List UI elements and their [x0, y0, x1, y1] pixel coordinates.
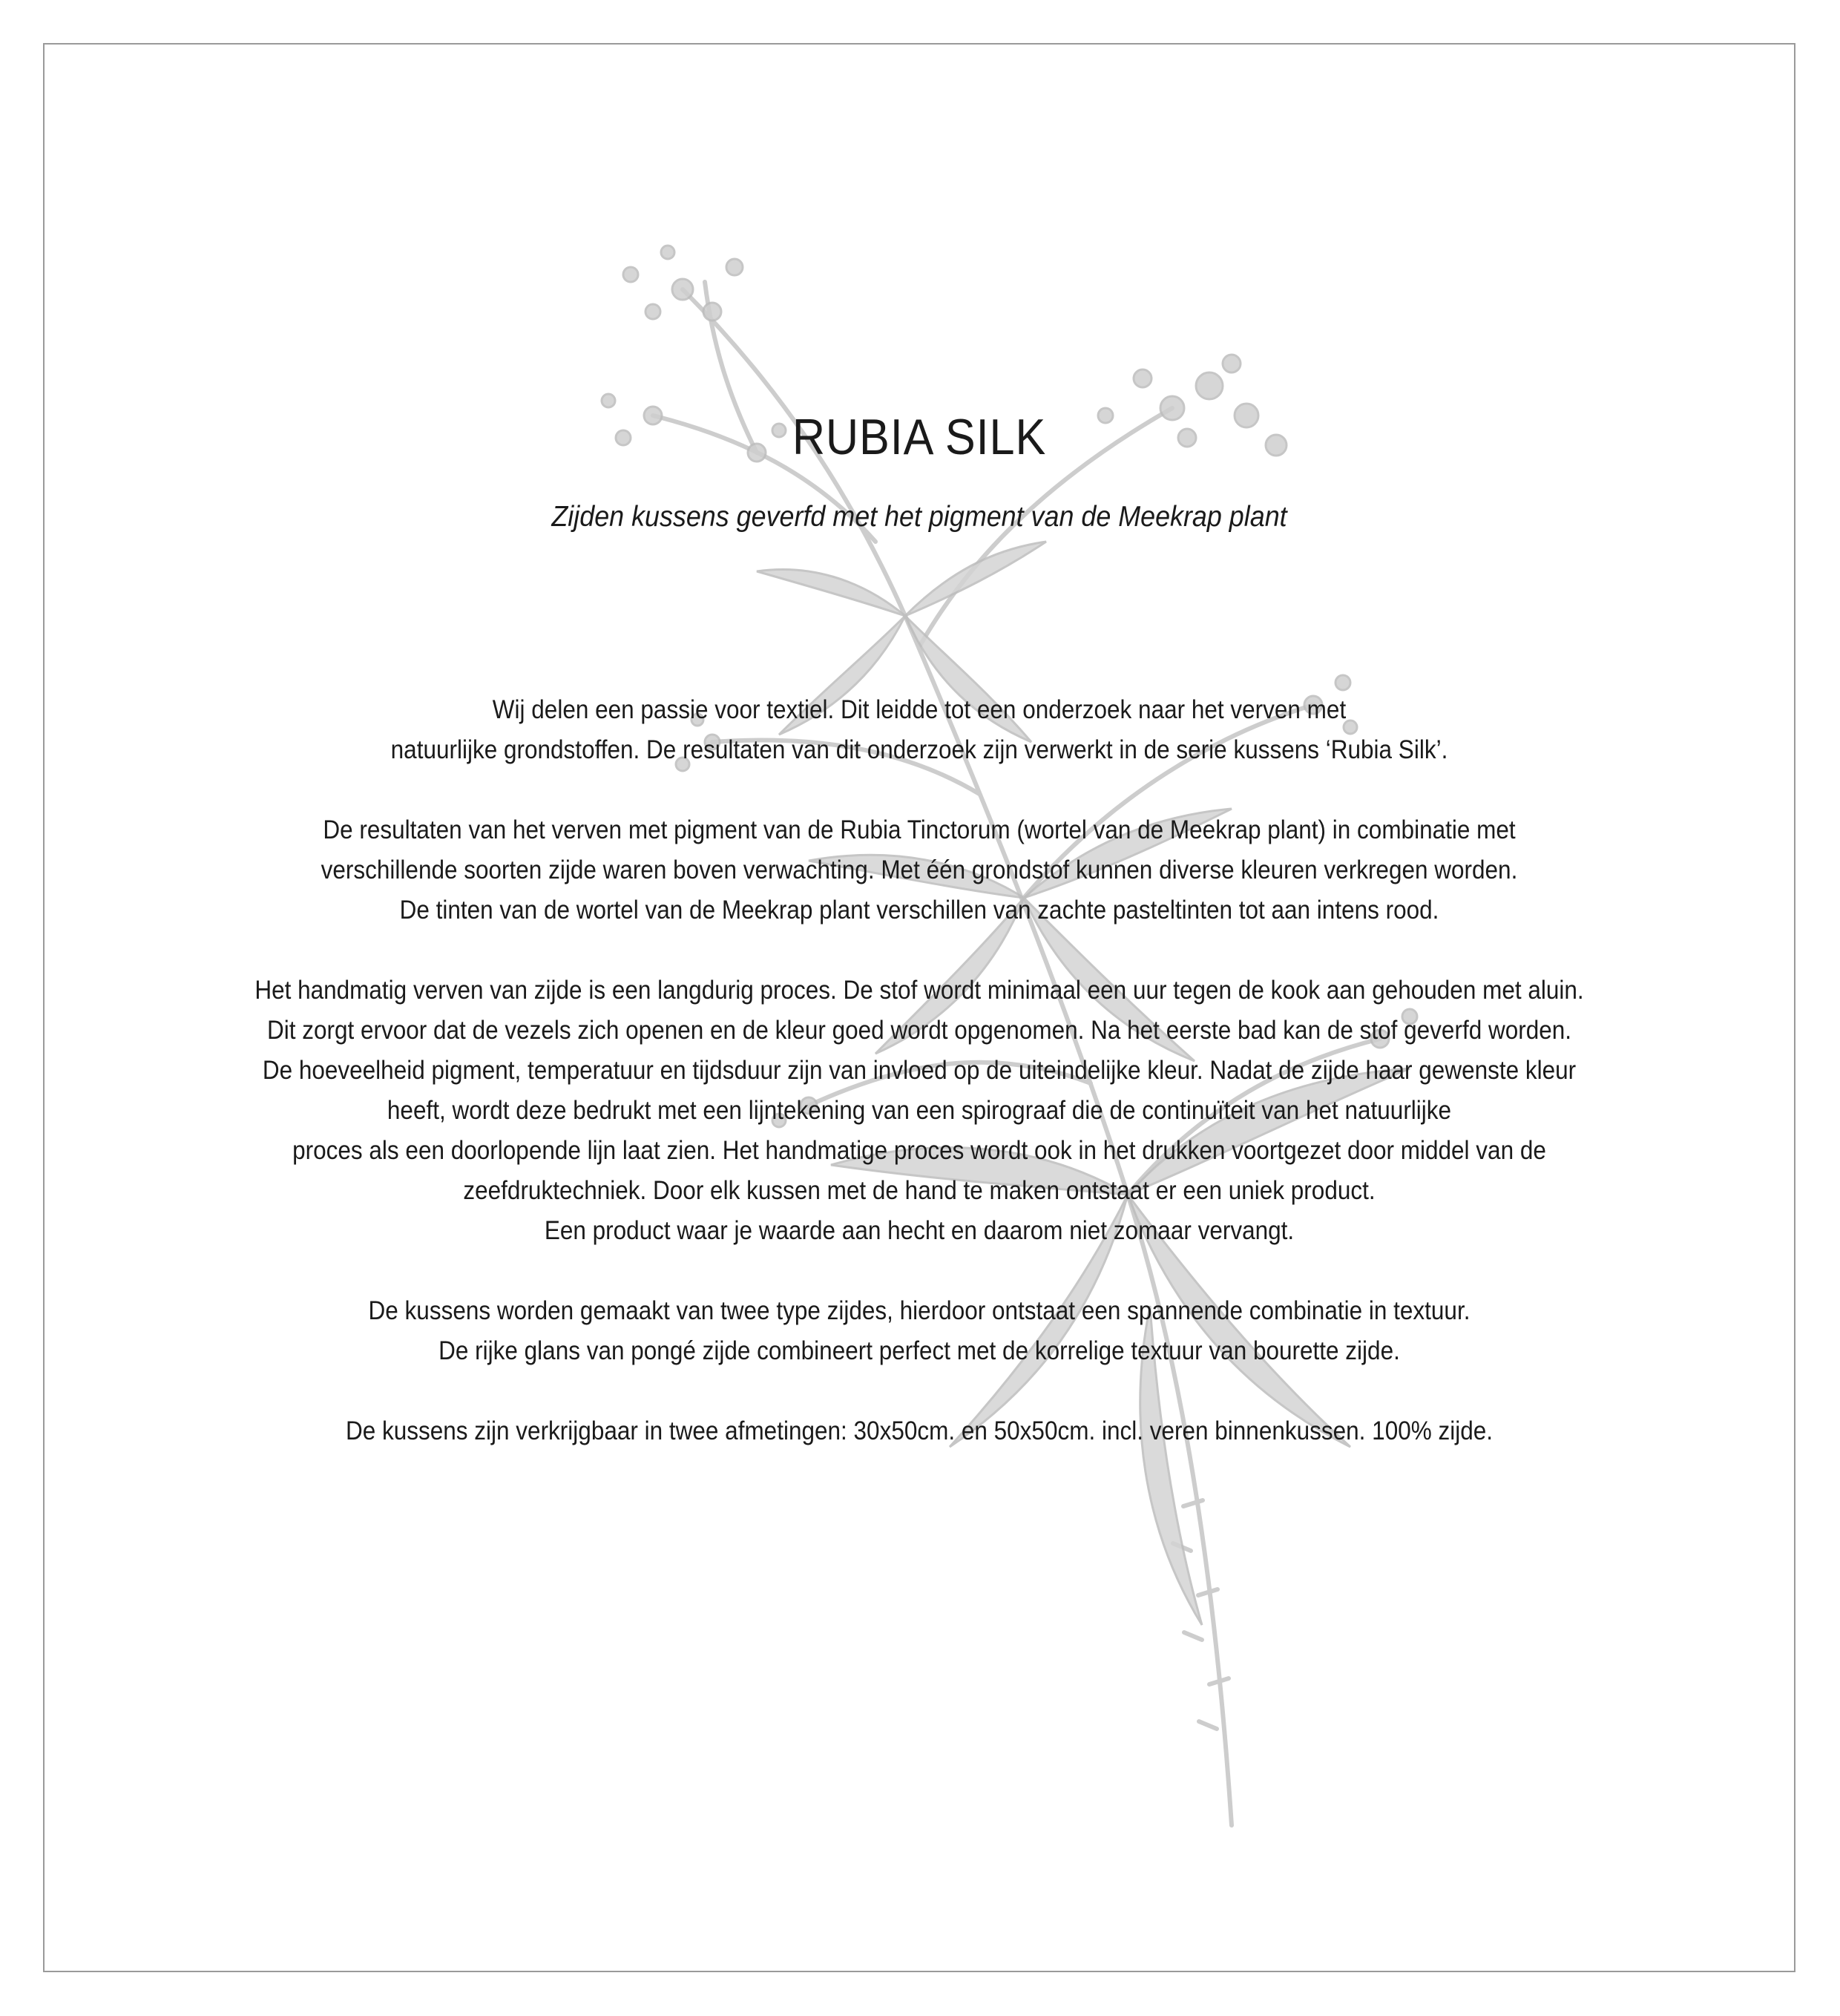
- text-line: verschillende soorten zijde waren boven verwachting. Met één grondstof kunnen diverse kleuren verkregen worden.: [321, 856, 1518, 884]
- page-frame: [43, 43, 1795, 1972]
- paragraph-process: [239, 971, 1600, 1251]
- text-line: De tinten van de wortel van de Meekrap plant verschillen van zachte pasteltinten tot aan intens rood.: [399, 896, 1439, 925]
- text-line: heeft, wordt deze bedrukt met een lijntekening van een spirograaf die de continuïteit van het natuurlijke: [387, 1096, 1452, 1125]
- paragraph-materials: [239, 1291, 1600, 1371]
- text-line: proces als een doorlopende lijn laat zien. Het handmatige proces wordt ook in het drukken voortgezet door middel van de: [292, 1136, 1546, 1165]
- paragraph-intro: [239, 690, 1600, 770]
- body-text: [239, 690, 1600, 1491]
- text-line: zeefdruktechniek. Door elk kussen met de hand te maken ontstaat er een uniek product.: [463, 1176, 1376, 1205]
- paragraph-results: [239, 810, 1600, 930]
- text-line: Een product waar je waarde aan hecht en daarom niet zomaar vervangt.: [544, 1216, 1295, 1245]
- text-line: De hoeveelheid pigment, temperatuur en tijdsduur zijn van invloed op de uiteindelijke kleur. Nadat de zijde haar gewenste kleur: [262, 1056, 1577, 1085]
- text-line: De kussens worden gemaakt van twee type zijdes, hierdoor ontstaat een spannende combinatie in textuur.: [368, 1296, 1471, 1325]
- text-line: Dit zorgt ervoor dat de vezels zich openen en de kleur goed wordt opgenomen. Na het eerste bad kan de stof geverfd worden.: [266, 1016, 1572, 1045]
- text-line: De rijke glans van pongé zijde combineert perfect met de korrelige textuur van bourette zijde.: [438, 1336, 1400, 1365]
- page-title: RUBIA SILK: [792, 409, 1047, 465]
- page-subtitle: Zijden kussens geverfd met het pigment van de Meekrap plant: [551, 501, 1287, 533]
- paragraph-sizes: [239, 1411, 1600, 1451]
- text-line: Wij delen een passie voor textiel. Dit leidde tot een onderzoek naar het verven met: [492, 695, 1347, 724]
- text-line: natuurlijke grondstoffen. De resultaten van dit onderzoek zijn verwerkt in de serie kussens ‘Rubia Silk’.: [390, 735, 1448, 764]
- content-area: [45, 45, 1794, 1971]
- text-line: Het handmatig verven van zijde is een langdurig proces. De stof wordt minimaal een uur tegen de kook aan gehouden met aluin.: [254, 976, 1584, 1005]
- text-line: De resultaten van het verven met pigment van de Rubia Tinctorum (wortel van de Meekrap plant) in combinatie met: [323, 815, 1516, 844]
- text-line: De kussens zijn verkrijgbaar in twee afmetingen: 30x50cm. en 50x50cm. incl. veren binnenkussen. 100% zijde.: [345, 1416, 1494, 1445]
